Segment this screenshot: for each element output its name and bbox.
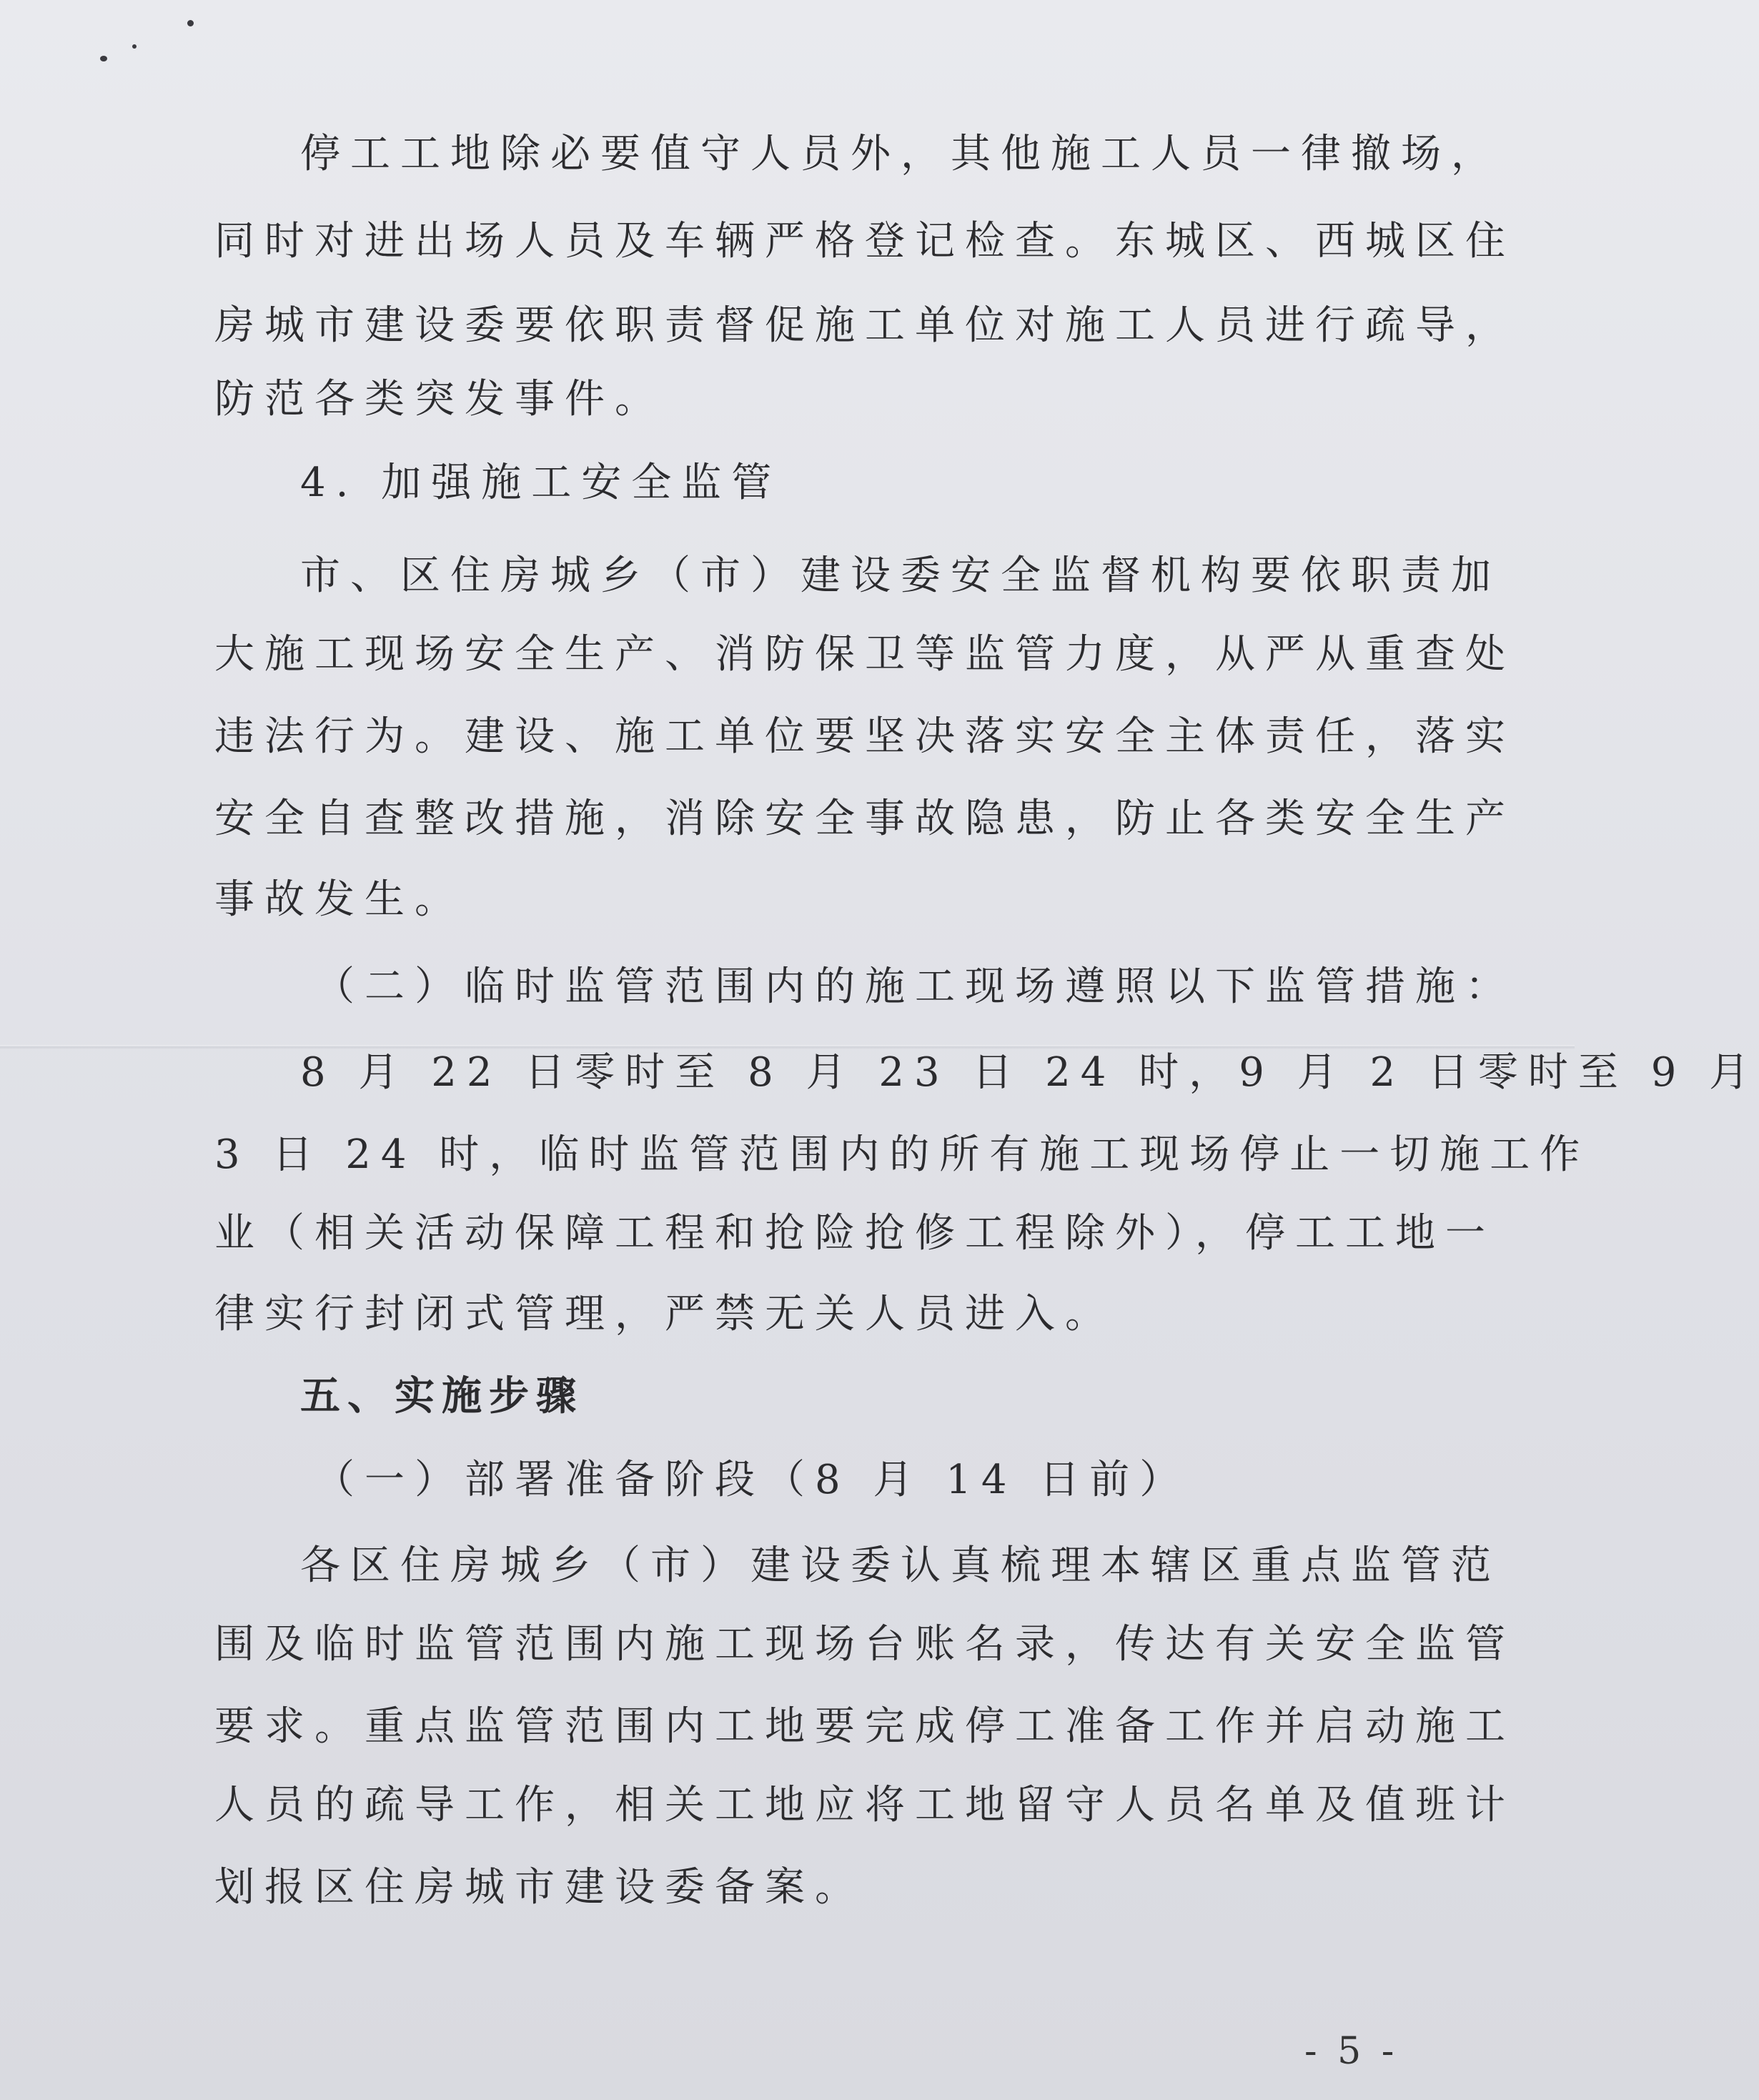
paragraph-line: 事故发生。 — [214, 876, 465, 923]
paragraph-line: 大施工现场安全生产、消防保卫等监管力度，从严从重查处 — [214, 631, 1515, 678]
paragraph-line: 3 日 24 时，临时监管范围内的所有施工现场停止一切施工作 — [214, 1131, 1590, 1178]
ink-smudge — [100, 56, 107, 61]
paragraph-line: 各区住房城乡（市）建设委认真梳理本辖区重点监管范 — [300, 1542, 1501, 1589]
page-number: - 5 - — [1304, 2030, 1399, 2073]
section-subheading: （二）临时监管范围内的施工现场遵照以下监管措施： — [314, 964, 1515, 1010]
section-heading: 五、实施步骤 — [300, 1372, 583, 1420]
ink-smudge — [187, 20, 194, 26]
paragraph-line: 同时对进出场人员及车辆严格登记检查。东城区、西城区住 — [214, 218, 1515, 264]
paragraph-line: 人员的疏导工作，相关工地应将工地留守人员名单及值班计 — [214, 1782, 1515, 1828]
ink-smudge — [132, 44, 137, 49]
paragraph-line: 违法行为。建设、施工单位要坚决落实安全主体责任，落实 — [214, 713, 1515, 760]
section-subheading: 4. 加强施工安全监管 — [300, 460, 782, 506]
paragraph-line: 业（相关活动保障工程和抢险抢修工程除外），停工工地一 — [214, 1210, 1495, 1257]
paragraph-line: 停工工地除必要值守人员外，其他施工人员一律撤场， — [300, 131, 1501, 177]
section-subheading: （一）部署准备阶段（8 月 14 日前） — [314, 1457, 1190, 1503]
paragraph-line: 要求。重点监管范围内工地要完成停工准备工作并启动施工 — [214, 1703, 1515, 1750]
paragraph-line: 安全自查整改措施，消除安全事故隐患，防止各类安全生产 — [214, 796, 1515, 842]
paragraph-line: 房城市建设委要依职责督促施工单位对施工人员进行疏导， — [214, 302, 1515, 349]
paragraph-line: 划报区住房城市建设委备案。 — [214, 1864, 865, 1911]
paragraph-line: 防范各类突发事件。 — [214, 376, 665, 422]
paragraph-line: 市、区住房城乡（市）建设委安全监督机构要依职责加 — [300, 553, 1501, 599]
paragraph-line: 8 月 22 日零时至 8 月 23 日 24 时，9 月 2 日零时至 9 月 — [300, 1049, 1759, 1096]
paragraph-line: 围及临时监管范围内施工现场台账名录，传达有关安全监管 — [214, 1621, 1515, 1668]
paragraph-line: 律实行封闭式管理，严禁无关人员进入。 — [214, 1291, 1115, 1337]
